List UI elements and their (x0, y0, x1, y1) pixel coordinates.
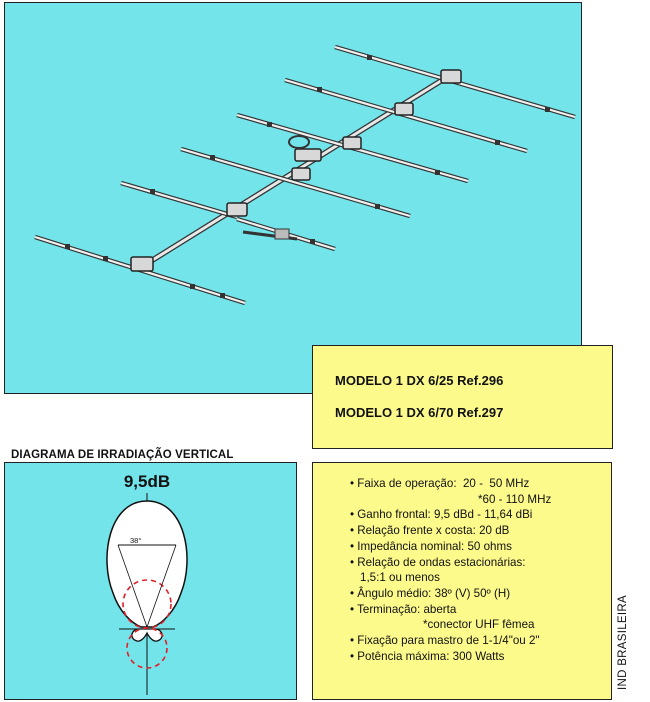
spec-front-gain: • Ganho frontal: 9,5 dBd - 11,64 dBi (350, 508, 533, 522)
model-line-1: MODELO 1 DX 6/25 Ref.296 (335, 373, 504, 388)
spec-max-power: • Potência máxima: 300 Watts (350, 649, 505, 663)
model-line-2: MODELO 1 DX 6/70 Ref.297 (335, 405, 504, 420)
specifications-list (313, 476, 613, 664)
spec-front-to-back: • Relação frente x costa: 20 dB (350, 524, 510, 538)
main-lobe (107, 501, 187, 627)
radiation-diagram-title: DIAGRAMA DE IRRADIAÇÃO VERTICAL (11, 449, 234, 461)
spec-vswr-value: 1,5:1 ou menos (360, 571, 440, 585)
vertical-radiation-pattern (5, 463, 298, 701)
yagi-antenna-drawing (5, 3, 583, 395)
radiation-diagram-panel (4, 462, 297, 700)
spec-termination: • Terminação: aberta (350, 602, 457, 616)
spec-beam-angle: • Ângulo médio: 38º (V) 50º (H) (350, 586, 511, 600)
spec-impedance: • Impedância nominal: 50 ohms (350, 539, 512, 553)
spec-mast-mounting: • Fixação para mastro de 1-1/4"ou 2" (350, 634, 540, 648)
antenna-illustration-panel (4, 2, 582, 394)
spec-connector: *conector UHF fêmea (423, 618, 535, 632)
specifications-box (312, 462, 612, 700)
mast-clamp-icon (289, 136, 309, 148)
beamwidth-angle-label: 38° (130, 536, 142, 545)
spec-vswr: • Relação de ondas estacionárias: (350, 555, 526, 569)
gain-label: 9,5dB (123, 472, 171, 491)
spec-frequency-range: • Faixa de operação: 20 - 50 MHz (350, 477, 530, 490)
spec-frequency-range-alt: *60 - 110 MHz (478, 492, 552, 506)
manufacturer-side-label: IND BRASILEIRA (617, 595, 629, 690)
model-reference-box (312, 345, 613, 449)
